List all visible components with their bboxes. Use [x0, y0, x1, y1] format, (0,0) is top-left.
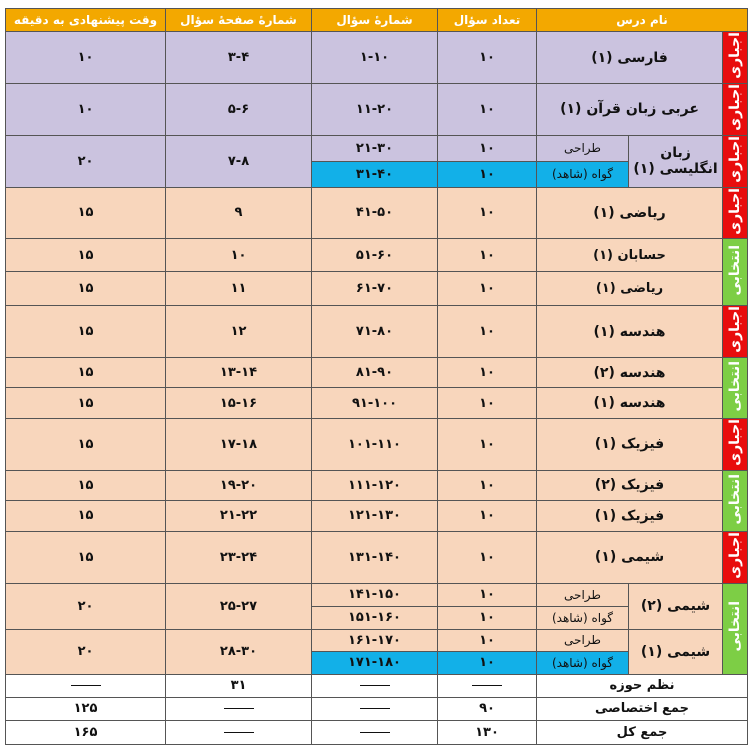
question-numbers: ۷۱-۸۰	[312, 306, 438, 358]
exam-schedule-table	[5, 8, 748, 745]
table-row	[6, 32, 748, 84]
header-time: وقت پیشنهادی به دقیقه	[6, 9, 166, 32]
question-count: ۱۰	[438, 239, 537, 272]
header-page: شمارهٔ صفحهٔ سؤال	[166, 9, 312, 32]
question-count: ۱۰	[438, 135, 537, 161]
suggested-time: ۱۵	[6, 419, 166, 471]
question-page: ۳-۴	[166, 32, 312, 84]
subject-name: ریاضی (۱)	[537, 272, 723, 306]
suggested-time: ۲۰	[6, 135, 166, 187]
suggested-time: ۱۵	[6, 500, 166, 531]
dash-line	[71, 685, 101, 686]
question-count: ۱۰	[438, 358, 537, 388]
optional-tag: انتخابی	[723, 470, 748, 531]
dash-cell	[6, 674, 166, 697]
table-row	[6, 583, 748, 606]
question-page: ۲۱-۲۲	[166, 500, 312, 531]
table-row	[6, 629, 748, 651]
optional-tag: انتخابی	[723, 358, 748, 419]
nazm-label: نظم حوزه	[537, 674, 748, 697]
subject-name: ریاضی (۱)	[537, 187, 723, 239]
question-numbers: ۱۷۱-۱۸۰	[312, 651, 438, 674]
question-numbers: ۱۵۱-۱۶۰	[312, 606, 438, 629]
subject-name: شیمی (۱)	[629, 629, 723, 674]
question-count: ۱۰	[438, 272, 537, 306]
table-row	[6, 84, 748, 136]
suggested-time: ۱۵	[6, 358, 166, 388]
question-page: ۹	[166, 187, 312, 239]
question-count: ۱۰	[438, 470, 537, 500]
question-count: ۱۰	[438, 500, 537, 531]
special-total-label: جمع اختصاصی	[537, 697, 748, 720]
question-page: ۱۹-۲۰	[166, 470, 312, 500]
suggested-time: ۲۰	[6, 583, 166, 629]
subject-name: فیزیک (۲)	[537, 470, 723, 500]
grand-total-label: جمع کل	[537, 720, 748, 744]
question-numbers: ۲۱-۳۰	[312, 135, 438, 161]
subject-name: فیزیک (۱)	[537, 500, 723, 531]
question-count: ۱۰	[438, 161, 537, 187]
suggested-time: ۱۵	[6, 272, 166, 306]
table-row	[6, 500, 748, 531]
question-numbers: ۴۱-۵۰	[312, 187, 438, 239]
suggested-time: ۱۰	[6, 84, 166, 136]
dash-line	[472, 685, 502, 686]
table-row	[6, 531, 748, 583]
subject-name: شیمی (۲)	[629, 583, 723, 629]
suggested-time: ۱۲۵	[6, 697, 166, 720]
question-numbers: ۹۱-۱۰۰	[312, 388, 438, 419]
subject-name: هندسه (۱)	[537, 388, 723, 419]
question-count: ۱۰	[438, 32, 537, 84]
table-row	[6, 135, 748, 161]
subject-name: فیزیک (۱)	[537, 419, 723, 471]
required-tag: اجباری	[723, 187, 748, 239]
dash-cell	[312, 720, 438, 744]
dash-line	[224, 732, 254, 733]
subject-name: هندسه (۲)	[537, 358, 723, 388]
question-page: ۱۷-۱۸	[166, 419, 312, 471]
question-numbers: ۱-۱۰	[312, 32, 438, 84]
question-numbers: ۸۱-۹۰	[312, 358, 438, 388]
question-count: ۱۰	[438, 84, 537, 136]
footer-row	[6, 720, 748, 744]
table-row	[6, 419, 748, 471]
dash-line	[224, 708, 254, 709]
question-page: ۲۵-۲۷	[166, 583, 312, 629]
dash-cell	[438, 674, 537, 697]
question-page: ۲۳-۲۴	[166, 531, 312, 583]
question-count: ۱۰	[438, 606, 537, 629]
question-page: ۵-۶	[166, 84, 312, 136]
suggested-time: ۱۵	[6, 239, 166, 272]
question-count: ۱۰	[438, 306, 537, 358]
footer-row	[6, 674, 748, 697]
dash-cell	[312, 697, 438, 720]
sub-type: طراحی	[537, 135, 629, 161]
question-page: ۲۸-۳۰	[166, 629, 312, 674]
table-row	[6, 272, 748, 306]
question-numbers: ۱۰۱-۱۱۰	[312, 419, 438, 471]
suggested-time: ۱۶۵	[6, 720, 166, 744]
question-page: ۱۳-۱۴	[166, 358, 312, 388]
required-tag: اجباری	[723, 135, 748, 187]
subject-name: هندسه (۱)	[537, 306, 723, 358]
question-count: ۱۰	[438, 388, 537, 419]
required-tag: اجباری	[723, 32, 748, 84]
question-page: ۱۲	[166, 306, 312, 358]
header-numbers: شمارهٔ سؤال	[312, 9, 438, 32]
question-numbers: ۱۴۱-۱۵۰	[312, 583, 438, 606]
header-count: تعداد سؤال	[438, 9, 537, 32]
suggested-time: ۱۵	[6, 306, 166, 358]
subject-name: زبان انگلیسی (۱)	[629, 135, 723, 187]
question-numbers: ۱۳۱-۱۴۰	[312, 531, 438, 583]
table-row	[6, 239, 748, 272]
dash-cell	[312, 674, 438, 697]
question-page: ۱۱	[166, 272, 312, 306]
question-count: ۱۰	[438, 583, 537, 606]
dash-line	[360, 685, 390, 686]
table-row	[6, 358, 748, 388]
header-row	[6, 9, 748, 32]
table-row	[6, 187, 748, 239]
table-row	[6, 388, 748, 419]
question-numbers: ۱۱۱-۱۲۰	[312, 470, 438, 500]
question-count: ۱۰	[438, 419, 537, 471]
sub-type: گواه (شاهد)	[537, 606, 629, 629]
suggested-time: ۲۰	[6, 629, 166, 674]
subject-name: عربی زبان قرآن (۱)	[537, 84, 723, 136]
subject-name: فارسی (۱)	[537, 32, 723, 84]
question-page: ۳۱	[166, 674, 312, 697]
table-row	[6, 306, 748, 358]
required-tag: اجباری	[723, 306, 748, 358]
dash-line	[360, 732, 390, 733]
suggested-time: ۱۵	[6, 388, 166, 419]
footer-row	[6, 697, 748, 720]
question-numbers: ۱۲۱-۱۳۰	[312, 500, 438, 531]
suggested-time: ۱۵	[6, 470, 166, 500]
sub-type: گواه (شاهد)	[537, 161, 629, 187]
question-page: ۱۰	[166, 239, 312, 272]
header-subject: نام درس	[537, 9, 748, 32]
question-count: ۱۰	[438, 531, 537, 583]
suggested-time: ۱۵	[6, 187, 166, 239]
required-tag: اجباری	[723, 419, 748, 471]
question-count: ۱۳۰	[438, 720, 537, 744]
required-tag: اجباری	[723, 531, 748, 583]
suggested-time: ۱۵	[6, 531, 166, 583]
question-count: ۱۰	[438, 651, 537, 674]
subject-name: شیمی (۱)	[537, 531, 723, 583]
question-page: ۱۵-۱۶	[166, 388, 312, 419]
subject-name: حسابان (۱)	[537, 239, 723, 272]
dash-line	[360, 708, 390, 709]
sub-type: طراحی	[537, 629, 629, 651]
dash-cell	[166, 697, 312, 720]
question-numbers: ۳۱-۴۰	[312, 161, 438, 187]
question-numbers: ۱۶۱-۱۷۰	[312, 629, 438, 651]
suggested-time: ۱۰	[6, 32, 166, 84]
question-count: ۹۰	[438, 697, 537, 720]
question-page: ۷-۸	[166, 135, 312, 187]
sub-type: طراحی	[537, 583, 629, 606]
optional-tag: انتخابی	[723, 239, 748, 306]
question-numbers: ۱۱-۲۰	[312, 84, 438, 136]
dash-cell	[166, 720, 312, 744]
question-numbers: ۵۱-۶۰	[312, 239, 438, 272]
sub-type: گواه (شاهد)	[537, 651, 629, 674]
question-count: ۱۰	[438, 187, 537, 239]
question-count: ۱۰	[438, 629, 537, 651]
table-row	[6, 470, 748, 500]
question-numbers: ۶۱-۷۰	[312, 272, 438, 306]
optional-tag: انتخابی	[723, 583, 748, 674]
required-tag: اجباری	[723, 84, 748, 136]
